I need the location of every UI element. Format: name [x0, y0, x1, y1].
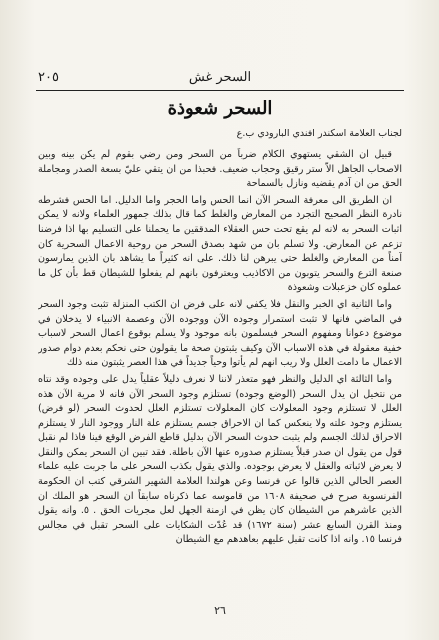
running-title: السحر غش — [188, 70, 252, 85]
paragraph: ان الطريق الى معرفة السحر الآن انما الحس واما الحجر واما الدليل. اما الحس فشرطه نادرة النظر الصحيح التجرد من المعارض والغلط كما قال بذلك جمهور العلماء ولانه لا يمكن اثبات السحر به لانه لم يقع تحت حس العقلاء المدققين ما يحملنا على التسليم بها اذا فرضنا تزعم عن المعارض. ولا تسلم بان من شهد بصدق السحر من روحية الاعمال السحرية كان آمناً من المعارض والغلط حتى يبرهن لنا ذلك. على انه كثيراً ما يشاهد بان الذين يمارسون صنعة الترع والسحر يتوبون من الاكاذيب ويعترفون بانهم لم يفعلوا للشيطان قط بأن كل ما عملوه كان خزعبلات وشعوذة — [38, 194, 402, 294]
header-page-number: ٢٠٥ — [38, 70, 59, 85]
paragraph: قبيل ان الشقي يستهوي الكلام ضرباً من السحر ومن رضي بقوم لم يكن بينه وبين الاصحاب الجاهل الاّ ستر رقيق وحجاب ضعيف. فحبذا من ان يتقي عليّ بسعة الصدر ومجاملة الحق من ان آدم يقضيه ونازل بالسماحة — [38, 149, 402, 190]
paragraph: واما الثانية اي الخبر والنقل فلا يكفي لانه على فرض ان الكتب المنزلة تثبت وجود السحر في الماضي فانها لا تثبت استمرار وجوده الآن ووجوده الآن وعصمة الانبياء لا يدخلان في موضوع دعوانا ومفهوم السحر فيسلمون بانه موجود ولا يسلم بوقوع اعمال السحر لاسباب خفية معقولة في هذه الاسباب الآن وكيف يثبتون صحة ما يقولون حتى نحكم بعدم دوام صدور الاعمال ما دامت العلل ولا ريب انهم لم يأتوا وحياً جديداً في هذا العصر يثبتون منه ذلك — [38, 298, 402, 369]
article-author: لجناب العلامة اسكندر افندي البارودي ب.ع — [236, 128, 402, 139]
article-body — [38, 148, 402, 598]
article-title: السحر شعوذة — [167, 98, 273, 119]
page-header — [38, 70, 402, 92]
footer-page-number: ٢٦ — [214, 604, 226, 617]
paragraph: واما الثالثة اي الدليل والنظر فهو متعذر لاننا لا نعرف دليلاً عقلياً يدل على وجوده وقد نتاه من نتخيل ان يدل السحر (الوضع وجوده) تستلزم وجود السحر الآن فانه لا مرية الآن هذه العلل لا تستلزم وجود المعلولات كان المعلولات تستلزم العلل لحدوث السحر (لو فرض) يستلزم وجود علته ولا ينعكس كما ان الاحراق جسم يستلزم علة النار ووجود النار لا يستلزم الاحراق لذلك الجسم ولم يثبت حدوث السحر الآن بدليل قاطع الفرض الوقع فينا فاذا لم نقبل قول من يقول ان صدر قبلاً يستلزم صدوره عنها الآن باطلة. فقد تبين ان السحر يمكن والنقل لا يعرض لاثباته والعقل لا يعرض بوجوده. والذي يقول بكذب السحر على ما جربت عليه علماء العصر الحالي الذين قالوا عن فرنسا وعن هولندا العلامة الشهير الشرقي كتب ان الحكومة الفرنسوية صرح في صحيفة ١٦٠٨ من قاموسه عما ذكرناه سابقاً ان السحر هو الملك ان الذين عاشرهم من الشيطان كان يظن في ازمنة الجهل لعل مجريات الحق . ٥. وانه يقول ومنذ القرن السابع عشر (سنة ١٦٧٢) قد عُدّت الشكايات على السحر تقبل في مجالس فرنسا ١٥. وانه اذا كانت تقبل عليهم بعاهدهم مع الشيطان — [38, 373, 402, 546]
header-rule — [36, 90, 404, 91]
